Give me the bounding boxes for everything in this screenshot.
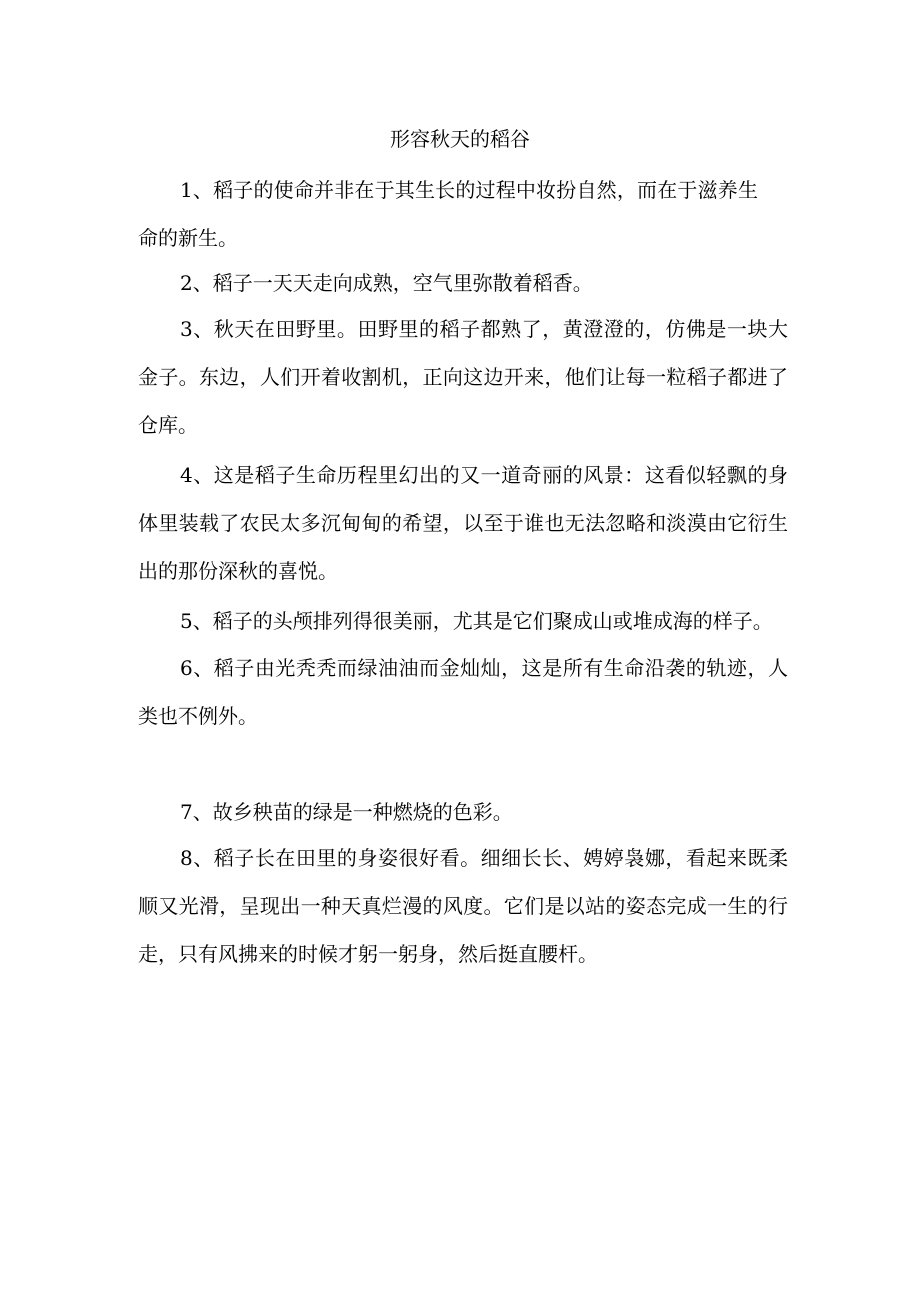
paragraph-7: 7、故乡秧苗的绿是一种燃烧的色彩。	[180, 800, 513, 824]
paragraph-6: 6、稻子由光秃秃而绿油油而金灿灿，这是所有生命沿袭的轨迹，人类也不例外。	[138, 656, 788, 728]
paragraph-1: 1、稻子的使命并非在于其生长的过程中妆扮自然，而在于滋养生命的新生。	[138, 178, 758, 250]
paragraph-8: 8、稻子长在田里的身姿很好看。细细长长、娉婷袅娜，看起来既柔顺又光滑，呈现出一种天真烂漫的风度。它们是以站的姿态完成一生的行走，只有风拂来的时候才躬一躬身，然后挺直腰杆。	[138, 846, 788, 966]
paragraph-4: 4、这是稻子生命历程里幻出的又一道奇丽的风景：这看似轻飘的身体里装载了农民太多沉甸甸的希望，以至于谁也无法忽略和淡漠由它衍生出的那份深秋的喜悦。	[138, 463, 788, 583]
paragraph-2: 2、稻子一天天走向成熟，空气里弥散着稻香。	[180, 271, 593, 295]
document-title: 形容秋天的稻谷	[390, 127, 530, 151]
paragraph-5: 5、稻子的头颅排列得很美丽，尤其是它们聚成山或堆成海的样子。	[180, 609, 773, 633]
paragraph-3: 3、秋天在田野里。田野里的稻子都熟了，黄澄澄的，仿佛是一块大金子。东边，人们开着收割机，正向这边开来，他们让每一粒稻子都进了仓库。	[138, 317, 788, 437]
